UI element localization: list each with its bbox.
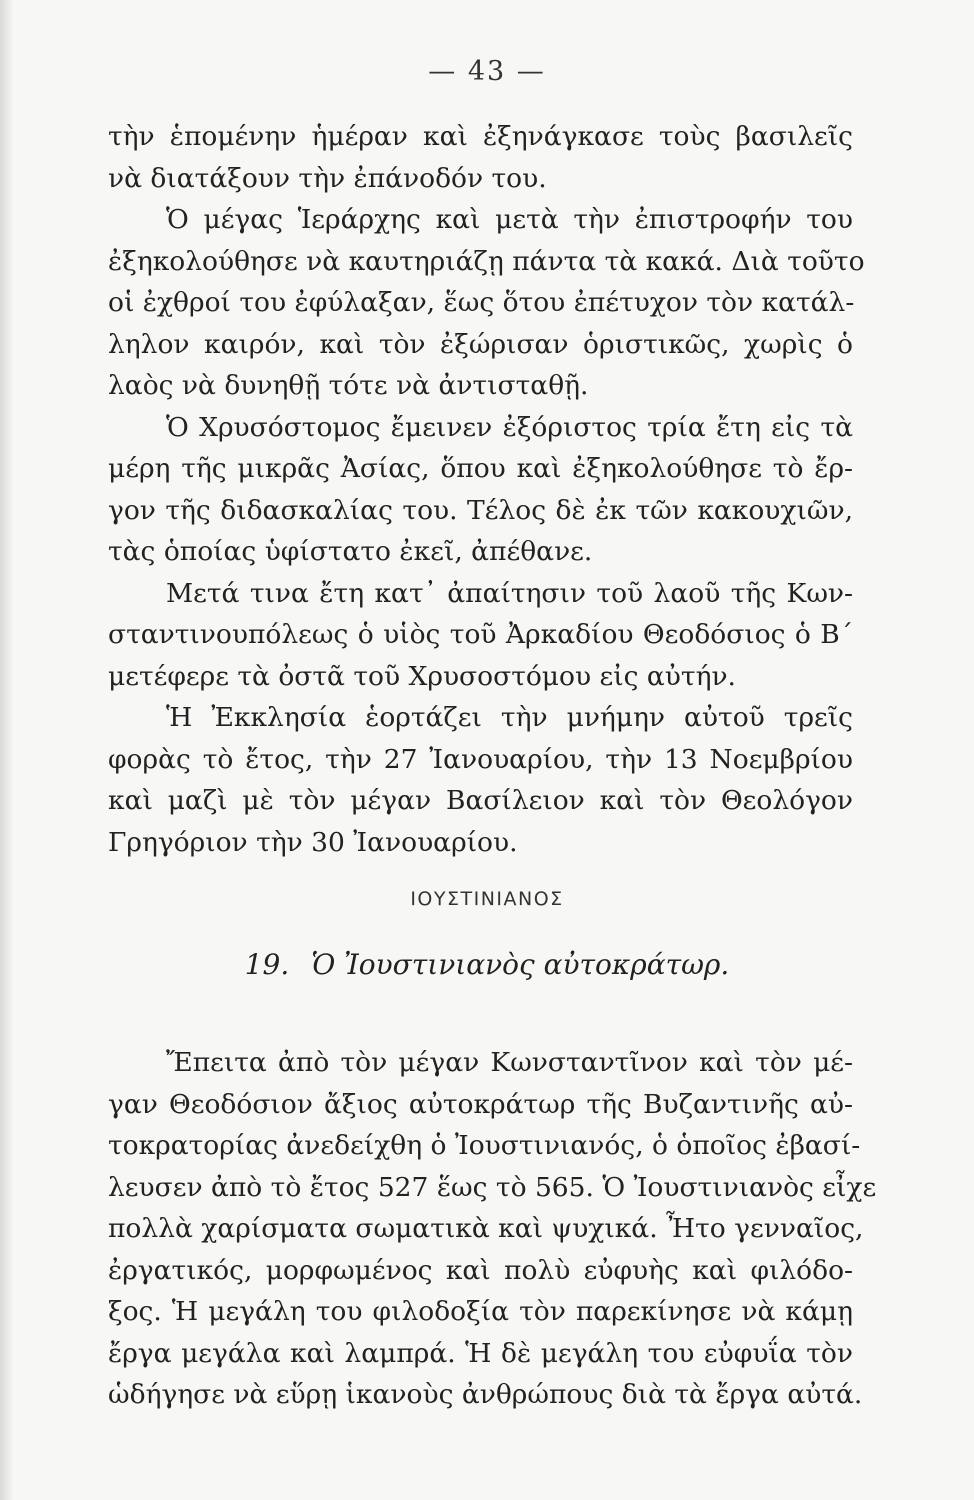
text-line: ἐργατικός, μορφωμένος καὶ πολὺ εὐφυὴς καὶ φιλόδο- [108, 1254, 853, 1286]
chapter-title [0, 948, 974, 981]
chapter-title-text: Ὁ Ἰουστινιανὸς αὐτοκράτωρ. [311, 948, 730, 981]
text-line: γαν Θεοδόσιον ἄξιος αὐτοκράτωρ τῆς Βυζαντινῆς αὐ- [108, 1088, 853, 1120]
text-line: ὡδήγησε νὰ εὕρῃ ἱκανοὺς ἀνθρώπους διὰ τὰ ἔργα αὐτά. [108, 1379, 863, 1410]
text-line: ἐξηκολούθησε νὰ καυτηριάζῃ πάντα τὰ κακά. Διὰ τοῦτο [108, 245, 865, 277]
body-text-block-1 [108, 116, 865, 863]
text-line: μετέφερε τὰ ὀστᾶ τοῦ Χρυσοστόμου εἰς αὐτήν. [108, 660, 736, 692]
text-line: Γρηγόριον τὴν 30 Ἰανουαρίου. [108, 826, 518, 858]
text-line: καὶ μαζὶ μὲ τὸν μέγαν Βασίλειον καὶ τὸν Θεολόγον [108, 785, 853, 816]
page-edge-shadow [0, 0, 14, 1500]
text-line: ἔργα μεγάλα καὶ λαμπρά. Ἡ δὲ μεγάλη του εὐφυΐα τὸν [108, 1337, 853, 1369]
text-line: Ἔπειτα ἀπὸ τὸν μέγαν Κωνσταντῖνον καὶ τὸν μέ- [166, 1047, 853, 1078]
section-heading: ΙΟΥΣΤΙΝΙΑΝΟΣ [410, 888, 564, 910]
text-line: πολλὰ χαρίσματα σωματικὰ καὶ ψυχικά. Ἦτο γενναῖος, [108, 1213, 864, 1244]
page-number: — 43 — [428, 56, 546, 87]
text-line: μέρη τῆς μικρᾶς Ἀσίας, ὅπου καὶ ἐξηκολούθησε τὸ ἔρ- [108, 453, 853, 484]
text-line: Μετά τινα ἔτη κατ᾽ ἀπαίτησιν τοῦ λαοῦ τῆς Κων- [166, 577, 853, 609]
text-line: λαὸς νὰ δυνηθῇ τότε νὰ ἀντισταθῇ. [108, 370, 589, 401]
text-line: Ὁ μέγας Ἱεράρχης καὶ μετὰ τὴν ἐπιστροφήν του [166, 204, 853, 235]
text-line: ληλον καιρόν, καὶ τὸν ἐξώρισαν ὁριστικῶς, χωρὶς ὁ [108, 328, 853, 360]
text-line: τὴν ἑπομένην ἡμέραν καὶ ἐξηνάγκασε τοὺς βασιλεῖς [108, 121, 853, 152]
chapter-number: 19. [244, 948, 290, 981]
text-line: σταντινουπόλεως ὁ υἱὸς τοῦ Ἀρκαδίου Θεοδόσιος ὁ Β΄ [108, 619, 853, 650]
text-line: Ὁ Χρυσόστομος ἔμεινεν ἐξόριστος τρία ἔτη εἰς τὰ [166, 411, 853, 443]
text-line: νὰ διατάξουν τὴν ἐπάνοδόν του. [108, 162, 547, 194]
text-line: τὰς ὁποίας ὑφίστατο ἐκεῖ, ἀπέθανε. [108, 536, 593, 567]
text-line: ξος. Ἡ μεγάλη του φιλοδοξία τὸν παρεκίνησε νὰ κάμῃ [108, 1296, 853, 1327]
text-line: λευσεν ἀπὸ τὸ ἔτος 527 ἕως τὸ 565. Ὁ Ἰουστινιανὸς εἶχε [108, 1171, 877, 1203]
body-text-block-2 [108, 1042, 877, 1416]
text-line: οἱ ἐχθροί του ἐφύλαξαν, ἕως ὅτου ἐπέτυχον τὸν κατάλ- [108, 287, 855, 318]
text-line: γον τῆς διδασκαλίας του. Τέλος δὲ ἐκ τῶν κακουχιῶν, [108, 494, 853, 526]
text-line: Ἡ Ἐκκλησία ἑορτάζει τὴν μνήμην αὐτοῦ τρεῖς [166, 702, 853, 733]
text-line: φορὰς τὸ ἔτος, τὴν 27 Ἰανουαρίου, τὴν 13 Νοεμβρίου [108, 743, 853, 775]
text-line: τοκρατορίας ἀνεδείχθη ὁ Ἰουστινιανός, ὁ ὁποῖος ἐβασί- [108, 1130, 861, 1161]
